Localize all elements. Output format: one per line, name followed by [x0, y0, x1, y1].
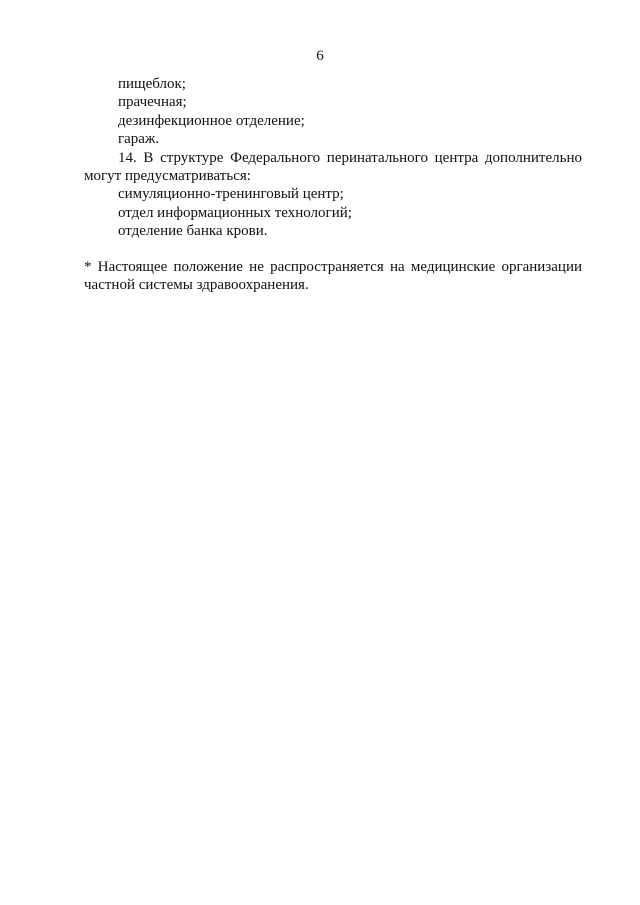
list-item: отдел информационных технологий; — [118, 204, 352, 221]
list-item: гараж. — [118, 131, 160, 148]
list-item: прачечная; — [118, 94, 187, 111]
list-item: пищеблок; — [118, 76, 186, 92]
list-item: дезинфекционное отделение; — [118, 112, 305, 129]
list-item: отделение банка крови. — [118, 223, 268, 240]
paragraph-14-first-line: 14. В структуре Федерального перинатального центра дополнительно — [118, 149, 582, 166]
paragraph-spacer — [84, 241, 582, 258]
page-number: 6 — [316, 48, 324, 64]
footnote-first-line: * Настоящее положение не распространяется на медицинские организации — [84, 258, 582, 275]
list-item: симуляционно-тренинговый центр; — [118, 186, 344, 203]
paragraph-14-second-line: могут предусматриваться: — [84, 168, 251, 185]
footnote-second-line: частной системы здравоохранения. — [84, 277, 309, 294]
document-body — [84, 75, 582, 294]
